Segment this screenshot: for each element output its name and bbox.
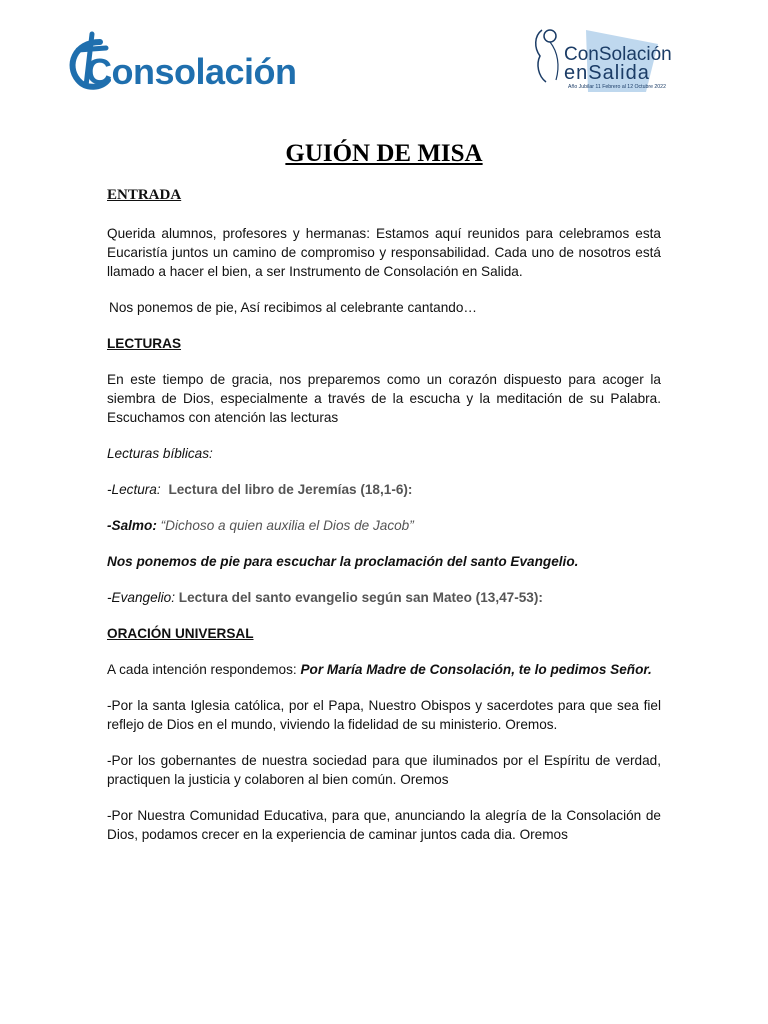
evangelio-instruction: Nos ponemos de pie para escuchar la proclamación del santo Evangelio. [107, 554, 579, 569]
evangelio-line [107, 588, 661, 607]
evangelio-label: -Evangelio: [107, 590, 176, 605]
svg-text:Consolación: Consolación [86, 51, 297, 92]
page-title: GUIÓN DE MISA [285, 140, 483, 167]
section-heading-oracion: ORACIÓN UNIVERSAL [107, 626, 254, 641]
entrada-paragraph: Querida alumnos, profesores y hermanas: Estamos aquí reunidos para celebramos esta Eucaristía juntos un camino de compromiso y responsabilidad. Cada uno de nosotros está llamado a hacer el bien, a ser Instrumento de Consolación en Salida. [107, 226, 661, 279]
consolacion-en-salida-logo [528, 22, 688, 98]
evangelio-text: Lectura del santo evangelio según san Mateo (13,47-53): [178, 590, 543, 605]
lectura-label: -Lectura: [107, 482, 161, 497]
consolacion-logo [62, 28, 297, 96]
lecturas-intro: En este tiempo de gracia, nos preparemos como un corazón dispuesto para acoger la siembra de Dios, especialmente a través de la escucha y la meditación de su Palabra. Escuchamos con atención las lecturas [107, 372, 661, 425]
svg-text:ConSolación: ConSolación [564, 44, 672, 65]
response-intro: A cada intención respondemos: [107, 662, 297, 677]
lectura-line [107, 480, 661, 499]
intention-item: -Por Nuestra Comunidad Educativa, para que, anunciando la alegría de la Consolación de Dios, podamos crecer en la experiencia de caminar juntos cada dia. Oremos [107, 808, 661, 842]
salmo-text: “Dichoso a quien auxilia el Dios de Jacob” [160, 518, 414, 533]
section-heading-lecturas: LECTURAS [107, 336, 182, 351]
salmo-line [107, 516, 661, 535]
lecturas-biblicas-label: Lecturas bíblicas: [107, 446, 213, 461]
svg-text:enSalida: enSalida [564, 62, 650, 84]
lectura-text: Lectura del libro de Jeremías (18,1-6): [168, 482, 413, 497]
entrada-instruction: Nos ponemos de pie, Así recibimos al celebrante cantando… [109, 300, 477, 315]
intention-item: -Por la santa Iglesia católica, por el Papa, Nuestro Obispos y sacerdotes para que sea fiel reflejo de Dios en el mundo, viviendo la fidelidad de su ministerio. Oremos. [107, 698, 661, 732]
response-text: Por María Madre de Consolación, te lo pedimos Señor. [300, 662, 652, 677]
svg-text:Año Jubilar 11 Febrero al 12 O: Año Jubilar 11 Febrero al 12 Octubre 2022 [568, 84, 666, 90]
document-body [107, 186, 661, 861]
salmo-label: -Salmo: [107, 518, 157, 533]
section-heading-entrada: ENTRADA [107, 187, 182, 203]
intention-item: -Por los gobernantes de nuestra sociedad para que iluminados por el Espíritu de verdad, practiquen la justicia y colaboren al bien común. Oremos [107, 753, 661, 787]
oracion-response-line [107, 660, 661, 679]
